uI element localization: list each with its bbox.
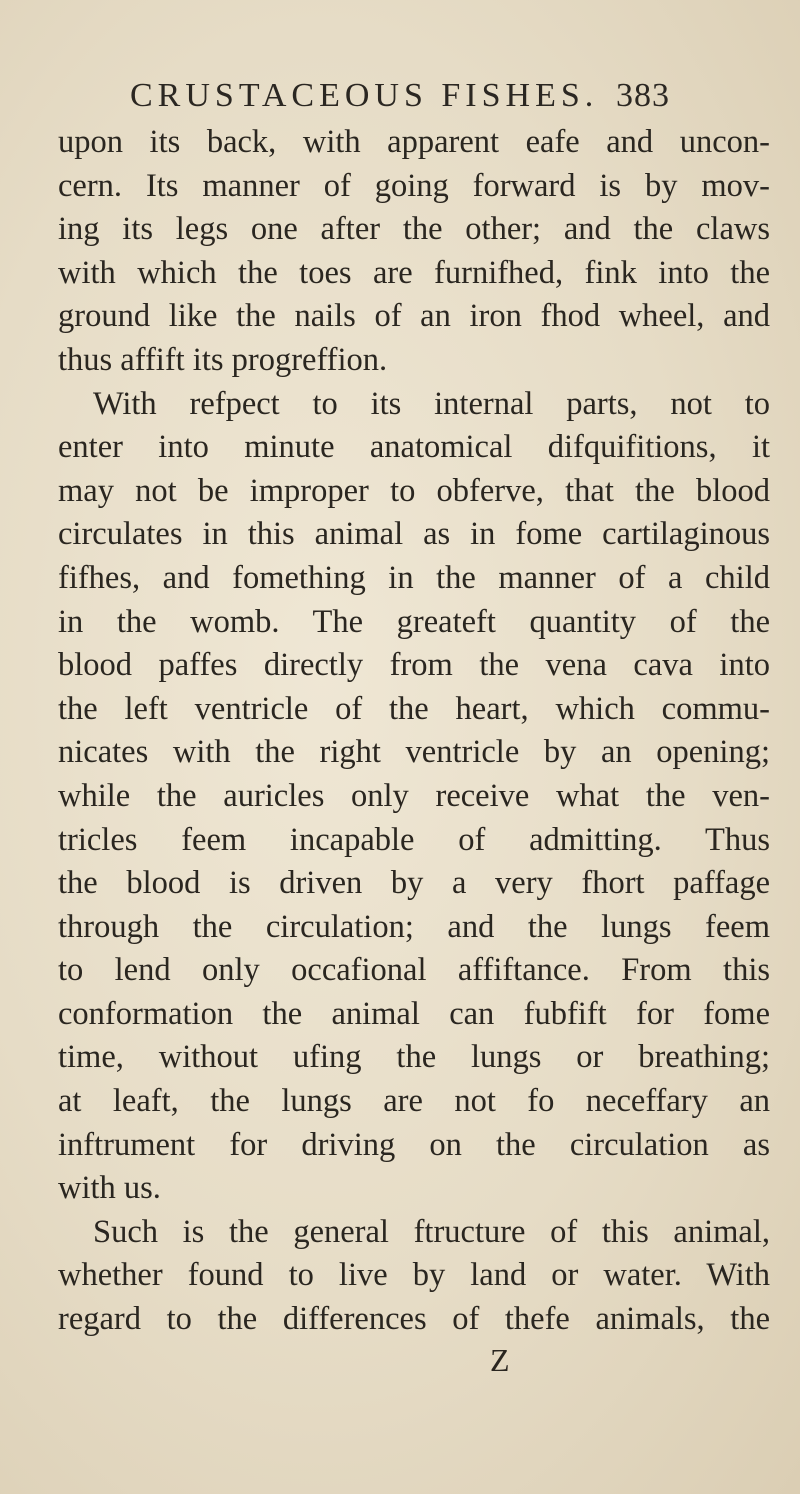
text-line: tricles feem incapable of admitting. Thus — [58, 821, 770, 858]
text-line: inftrument for driving on the circulation as — [58, 1126, 770, 1163]
text-line: time, without ufing the lungs or breathing; — [58, 1039, 770, 1076]
text-line: circulates in this animal as in fome cartilaginous — [58, 516, 770, 553]
body-text — [58, 121, 770, 1342]
text-line: With refpect to its internal parts, not to — [93, 385, 770, 422]
running-head-title: CRUSTACEOUS FISHES. — [130, 77, 599, 114]
text-line: in the womb. The greateft quantity of the — [58, 603, 770, 640]
text-line: to lend only occafional affiftance. From this — [58, 952, 770, 989]
text-line: may not be improper to obferve, that the blood — [58, 472, 770, 509]
running-head — [130, 76, 670, 116]
text-line: fifhes, and fomething in the manner of a child — [58, 559, 770, 596]
text-line: the blood is driven by a very fhort paffage — [58, 865, 770, 902]
text-line: enter into minute anatomical difquifitions, it — [58, 429, 770, 466]
text-line: Such is the general ftructure of this animal, — [93, 1213, 770, 1250]
text-line: cern. Its manner of going forward is by mov- — [58, 167, 770, 204]
text-line: upon its back, with apparent eafe and uncon- — [58, 124, 770, 160]
text-line: at leaft, the lungs are not fo neceffary an — [58, 1083, 770, 1120]
text-line: regard to the differences of thefe animals, the — [58, 1301, 770, 1338]
text-line: ing its legs one after the other; and the claws — [58, 211, 770, 248]
text-line: thus affift its progreffion. — [58, 341, 388, 378]
text-line: the left ventricle of the heart, which commu- — [58, 690, 770, 727]
text-line: through the circulation; and the lungs feem — [58, 908, 770, 945]
text-line: with which the toes are furnifhed, fink into the — [58, 254, 770, 291]
text-line: ground like the nails of an iron fhod wheel, and — [58, 298, 770, 335]
text-line: while the auricles only receive what the ven- — [58, 777, 770, 814]
text-line: nicates with the right ventricle by an opening; — [58, 734, 770, 771]
page-number: 383 — [616, 77, 670, 114]
text-line: whether found to live by land or water. With — [58, 1257, 770, 1294]
catchword: Z — [490, 1342, 510, 1378]
text-line: conformation the animal can fubfift for fome — [58, 995, 770, 1032]
text-line: with us. — [58, 1170, 161, 1207]
text-line: blood paffes directly from the vena cava into — [58, 647, 770, 684]
